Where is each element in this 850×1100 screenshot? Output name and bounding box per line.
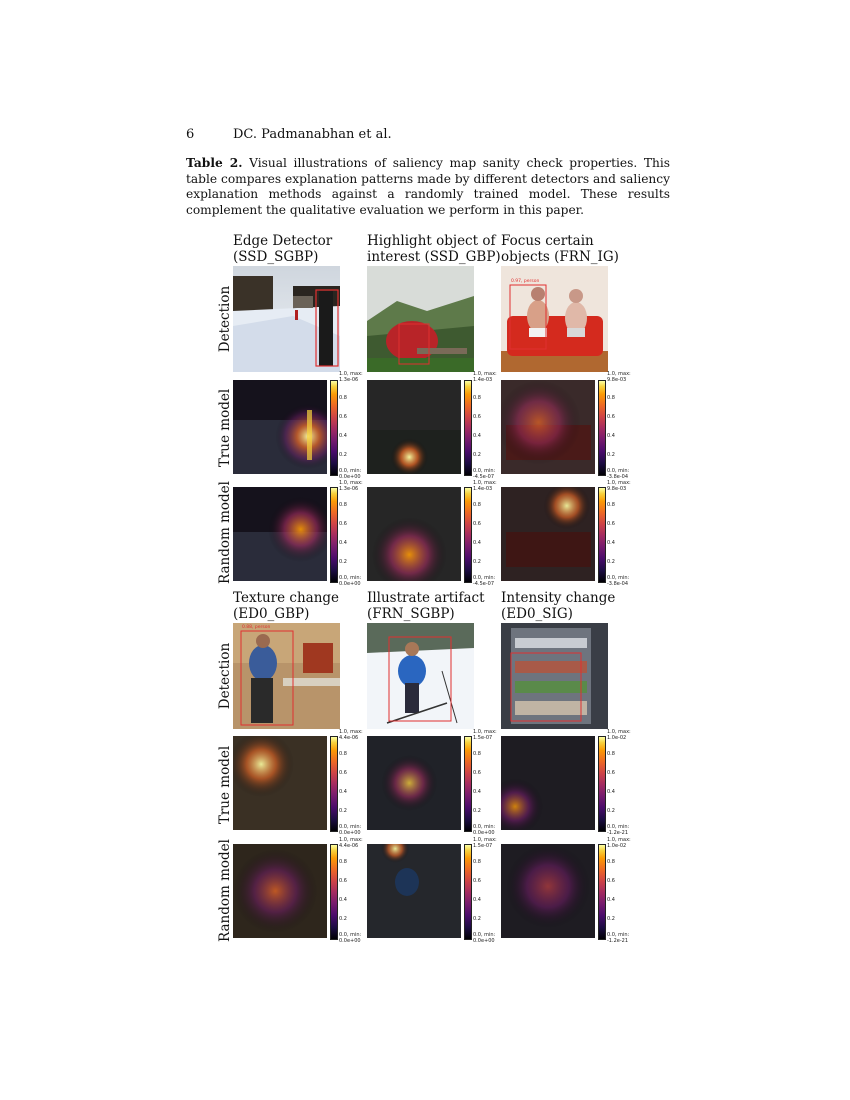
detection-label: 0.88, person: [242, 625, 271, 630]
colorbar-tick: 0.8: [473, 859, 481, 865]
colorbar-tick: 0.8: [339, 751, 347, 757]
colorbar: [464, 380, 472, 476]
colorbar-tick: 0.6: [339, 878, 347, 884]
colorbar-max-label: 1.0, max: 1.0e-02: [607, 729, 631, 741]
colorbar: [330, 736, 338, 832]
colorbar-tick: 0.4: [339, 789, 347, 795]
colorbar-tick: 0.8: [473, 502, 481, 508]
colorbar-tick: 0.4: [473, 433, 481, 439]
detection-image-red-bush: [367, 266, 474, 372]
colorbar-min-label: 0.0, min: 0.0e+00: [473, 824, 496, 836]
col-title-texture-change: Texture change (ED0_GBP): [233, 590, 340, 622]
colorbar: [464, 736, 472, 832]
colorbar-tick: 0.2: [473, 808, 481, 814]
colorbar-tick: 0.4: [607, 540, 615, 546]
colorbar-tick: 0.2: [339, 452, 347, 458]
colorbar-tick: 0.2: [339, 559, 347, 565]
row-label-true-model: True model: [217, 745, 233, 825]
detection-image-snow-scene: [233, 266, 340, 372]
col-title-illustrate-artifact: Illustrate artifact (FRN_SGBP): [367, 590, 485, 622]
colorbar-tick: 0.4: [607, 789, 615, 795]
colorbar-max-label: 1.0, max: 1.5e-07: [473, 837, 497, 849]
colorbar-tick: 0.2: [607, 559, 615, 565]
colorbar-max-label: 1.0, max: 1.0e-02: [607, 837, 631, 849]
colorbar-min-label: 0.0, min: -1.2e-21: [607, 932, 630, 944]
col-title-highlight-object: Highlight object of interest (SSD_GBP): [367, 233, 501, 265]
caption-text: Visual illustrations of saliency map sanity check properties. This table compares explanation patterns made by different detectors and saliency explanation methods against a randomly trained model. These results complement the qualitative evaluation we perform in this paper.: [186, 156, 671, 217]
colorbar-tick: 0.2: [607, 916, 615, 922]
colorbar-tick: 0.2: [607, 452, 615, 458]
colorbar-min-label: 0.0, min: 0.0e+00: [339, 932, 362, 944]
colorbar-tick: 0.4: [473, 897, 481, 903]
true-saliency-people-couch: [501, 380, 595, 474]
colorbar-tick: 0.6: [339, 521, 347, 527]
random-saliency-red-bush: [367, 487, 461, 581]
true-saliency-person-table: [233, 736, 327, 830]
colorbar: [330, 844, 338, 940]
colorbar: [598, 487, 606, 583]
col-title-intensity-change: Intensity change (ED0_SIG): [501, 590, 616, 622]
colorbar: [464, 487, 472, 583]
colorbar-tick: 0.6: [607, 770, 615, 776]
row-label-detection: Detection: [217, 642, 233, 710]
true-saliency-snow-scene: [233, 380, 327, 474]
col-title-focus-objects: Focus certain objects (FRN_IG): [501, 233, 619, 265]
colorbar-tick: 0.2: [339, 916, 347, 922]
true-saliency-red-bush: [367, 380, 461, 474]
colorbar-tick: 0.6: [339, 414, 347, 420]
row-label-random-model: Random model: [217, 481, 233, 584]
detection-image-people-couch: [501, 266, 608, 372]
colorbar: [330, 380, 338, 476]
detection-image-fridge: [501, 623, 608, 729]
colorbar-tick: 0.6: [339, 770, 347, 776]
colorbar-max-label: 1.0, max: 4.4e-06: [339, 729, 363, 741]
table-caption: [186, 156, 670, 218]
colorbar-tick: 0.2: [607, 808, 615, 814]
colorbar-min-label: 0.0, min: -4.5e-07: [473, 575, 496, 587]
detection-image-skier: [367, 623, 474, 729]
colorbar-tick: 0.4: [473, 789, 481, 795]
random-saliency-snow-scene: [233, 487, 327, 581]
colorbar-tick: 0.8: [339, 395, 347, 401]
colorbar-tick: 0.8: [473, 395, 481, 401]
colorbar-tick: 0.6: [607, 414, 615, 420]
colorbar: [598, 736, 606, 832]
row-label-detection: Detection: [217, 285, 233, 353]
colorbar-tick: 0.6: [473, 770, 481, 776]
colorbar-max-label: 1.0, max: 9.8e-03: [607, 371, 631, 383]
colorbar: [598, 380, 606, 476]
colorbar-tick: 0.6: [473, 521, 481, 527]
colorbar-tick: 0.8: [607, 502, 615, 508]
caption-label: Table 2.: [186, 156, 243, 170]
colorbar-tick: 0.4: [607, 897, 615, 903]
colorbar-tick: 0.8: [607, 395, 615, 401]
row-label-true-model: True model: [217, 388, 233, 468]
colorbar-min-label: 0.0, min: -4.5e-07: [473, 468, 496, 480]
colorbar-tick: 0.8: [339, 502, 347, 508]
colorbar-tick: 0.2: [473, 559, 481, 565]
colorbar: [330, 487, 338, 583]
colorbar-min-label: 0.0, min: 0.0e+00: [339, 575, 362, 587]
colorbar-max-label: 1.0, max: 1.3e-06: [339, 480, 363, 492]
page-number: 6: [186, 127, 195, 142]
colorbar-min-label: 0.0, min: 0.0e+00: [339, 824, 362, 836]
colorbar-max-label: 1.0, max: 1.4e-03: [473, 480, 497, 492]
colorbar-tick: 0.8: [607, 751, 615, 757]
colorbar-tick: 0.6: [607, 521, 615, 527]
random-saliency-person-table: [233, 844, 327, 938]
colorbar-min-label: 0.0, min: -1.2e-21: [607, 824, 630, 836]
colorbar-max-label: 1.0, max: 1.4e-03: [473, 371, 497, 383]
colorbar-min-label: 0.0, min: -3.8e-04: [607, 575, 630, 587]
colorbar-tick: 0.2: [473, 452, 481, 458]
colorbar-max-label: 1.0, max: 9.8e-03: [607, 480, 631, 492]
detection-image-person-table: [233, 623, 340, 729]
running-head-authors: DC. Padmanabhan et al.: [233, 127, 392, 142]
random-saliency-people-couch: [501, 487, 595, 581]
detection-label: 0.97, person: [511, 279, 540, 284]
colorbar-min-label: 0.0, min: 0.0e+00: [473, 932, 496, 944]
colorbar-max-label: 1.0, max: 4.4e-06: [339, 837, 363, 849]
colorbar-tick: 0.4: [339, 897, 347, 903]
colorbar-tick: 0.4: [339, 433, 347, 439]
col-title-edge-detector: Edge Detector (SSD_SGBP): [233, 233, 333, 265]
colorbar-tick: 0.4: [339, 540, 347, 546]
colorbar-tick: 0.2: [339, 808, 347, 814]
colorbar-tick: 0.8: [473, 751, 481, 757]
colorbar-max-label: 1.0, max: 1.5e-07: [473, 729, 497, 741]
true-saliency-fridge: [501, 736, 595, 830]
colorbar: [464, 844, 472, 940]
colorbar: [598, 844, 606, 940]
true-saliency-skier: [367, 736, 461, 830]
colorbar-tick: 0.2: [473, 916, 481, 922]
random-saliency-skier: [367, 844, 461, 938]
colorbar-tick: 0.6: [607, 878, 615, 884]
colorbar-tick: 0.8: [607, 859, 615, 865]
colorbar-min-label: 0.0, min: -3.8e-04: [607, 468, 630, 480]
colorbar-tick: 0.4: [473, 540, 481, 546]
colorbar-tick: 0.4: [607, 433, 615, 439]
colorbar-tick: 0.6: [473, 878, 481, 884]
row-label-random-model: Random model: [217, 839, 233, 942]
colorbar-tick: 0.6: [473, 414, 481, 420]
colorbar-tick: 0.8: [339, 859, 347, 865]
random-saliency-fridge: [501, 844, 595, 938]
colorbar-max-label: 1.0, max: 1.3e-06: [339, 371, 363, 383]
colorbar-min-label: 0.0, min: 0.0e+00: [339, 468, 362, 480]
